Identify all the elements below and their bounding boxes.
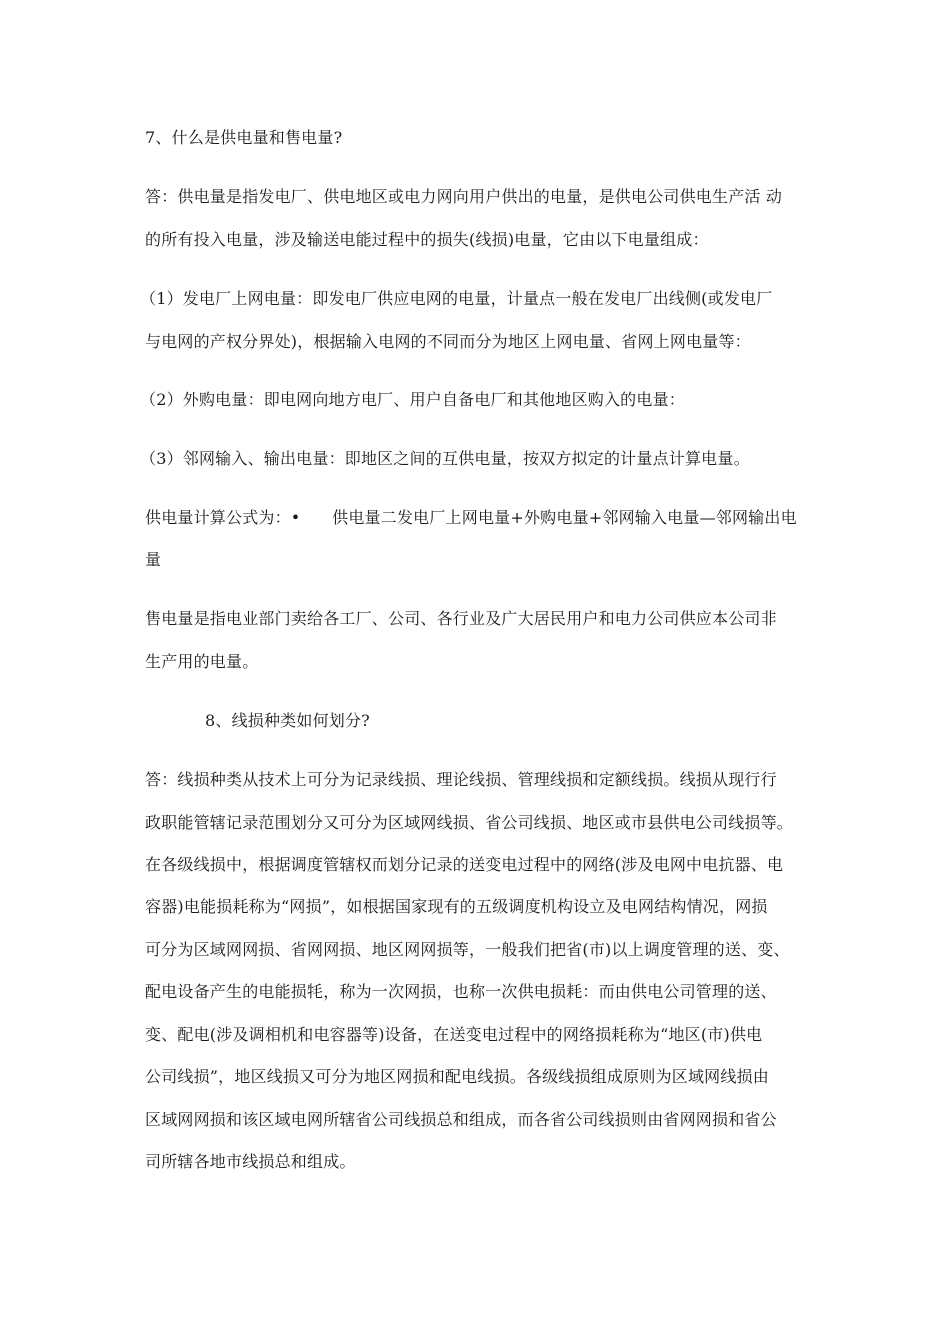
- q7-item1-line-1: （1）发电厂上网电量：即发电厂供应电网的电量，计量点一般在发电厂出线侧(或发电厂: [140, 289, 773, 308]
- q7-answer-line-2: 的所有投入电量，涉及输送电能过程中的损失(线损)电量，它由以下电量组成：: [145, 230, 709, 249]
- q8-answer-line-10: 司所辖各地市线损总和组成。: [145, 1152, 356, 1171]
- q7-item2: （2）外购电量：即电网向地方电厂、用户自备电厂和其他地区购入的电量：: [140, 390, 685, 409]
- q8-answer-line-7: 变、配电(涉及调相机和电容器等)设备，在送变电过程中的网络损耗称为“地区(市)供电: [145, 1025, 763, 1044]
- q8-answer-line-8: 公司线损”，地区线损又可分为地区网损和配电线损。各级线损组成原则为区域网线损由: [145, 1067, 769, 1086]
- q8-title: 8、线损种类如何划分?: [205, 711, 370, 730]
- q7-item3: （3）邻网输入、输出电量：即地区之间的互供电量，按双方拟定的计量点计算电量。: [140, 449, 750, 468]
- q8-answer-line-5: 可分为区域网网损、省网网损、地区网网损等，一般我们把省(市)以上调度管理的送、变、: [145, 940, 790, 959]
- q7-formula-line-1: 供电量计算公式为：• 供电量二发电厂上网电量+外购电量+邻网输入电量—邻网输出电: [145, 508, 797, 527]
- q8-answer-line-1: 答：线损种类从技术上可分为记录线损、理论线损、管理线损和定额线损。线损从现行行: [145, 770, 777, 789]
- q8-answer-line-2: 政职能管辖记录范围划分又可分为区域网线损、省公司线损、地区或市县供电公司线损等。: [145, 813, 794, 832]
- q7-formula-line-2: 量: [145, 550, 162, 569]
- q8-answer-line-9: 区域网网损和该区域电网所辖省公司线损总和组成，而各省公司线损则由省网网损和省公: [145, 1110, 777, 1129]
- q7-item1-line-2: 与电网的产权分界处)，根据输入电网的不同而分为地区上网电量、省网上网电量等：: [145, 332, 751, 351]
- q8-answer-line-6: 配电设备产生的电能损牦，称为一次网损，也称一次供电损耗：而由供电公司管理的送、: [145, 982, 777, 1001]
- q8-answer-line-4: 容器)电能损耗称为“网损”，如根据国家现有的五级调度机构设立及电网结构情况，网损: [145, 897, 768, 916]
- q7-title: 7、什么是供电量和售电量?: [145, 128, 343, 147]
- q7-sales-line-2: 生产用的电量。: [145, 652, 259, 671]
- q8-answer-line-3: 在各级线损中，根据调度管辖权而划分记录的送变电过程中的网络(涉及电网中电抗器、电: [145, 855, 784, 874]
- q7-answer-line-1: 答：供电量是指发电厂、供电地区或电力网向用户供出的电量，是供电公司供电生产活 动: [145, 187, 783, 206]
- q7-sales-line-1: 售电量是指电业部门卖给各工厂、公司、各行业及广大居民用户和电力公司供应本公司非: [145, 609, 777, 628]
